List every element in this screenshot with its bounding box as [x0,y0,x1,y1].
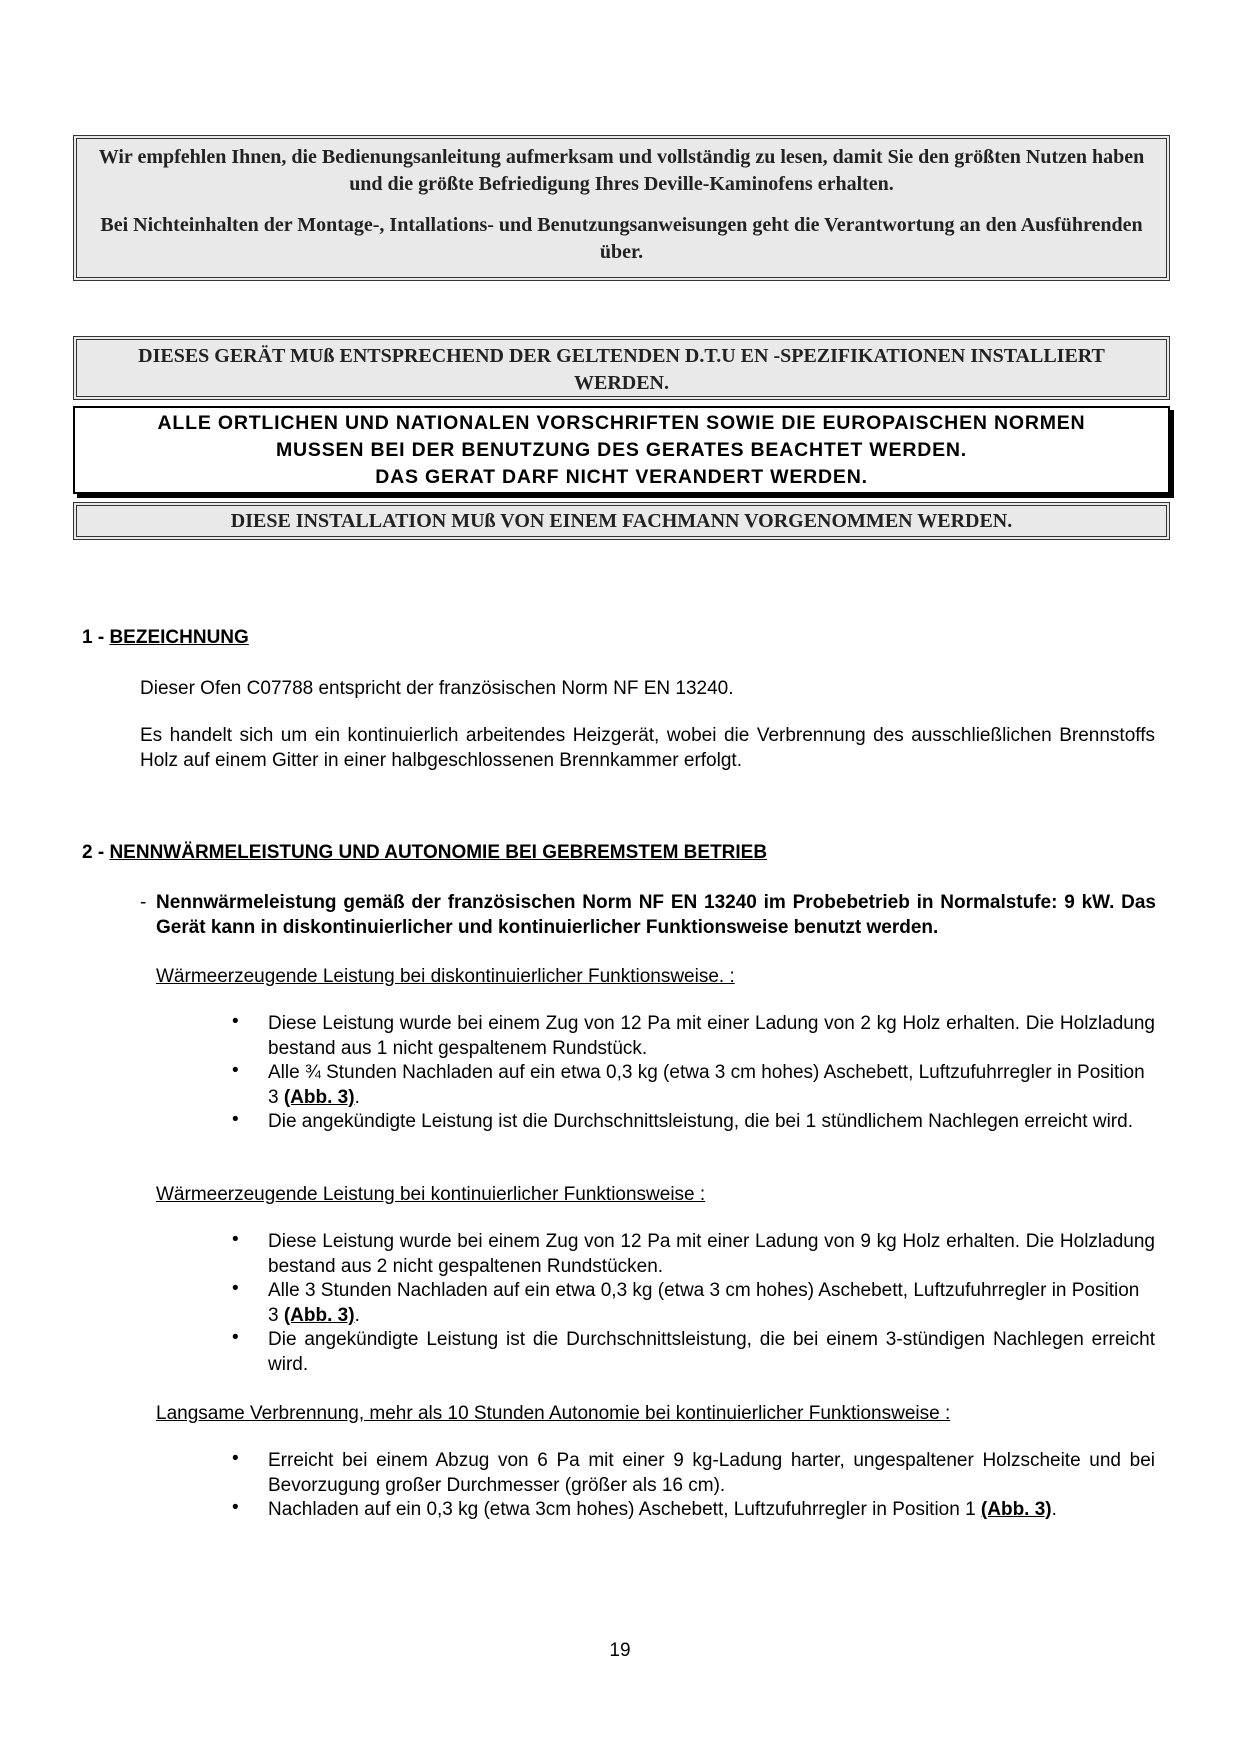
install-spec-warning-text: DIESES GERÄT MUß ENTSPRECHEND DER GELTENDEN D.T.U EN -SPEZIFIKATIONEN INSTALLIERT WERDEN. [138,345,1105,394]
bullet-icon: • [232,1060,239,1081]
subsection-continuous-title: Wärmeerzeugende Leistung bei kontinuierlicher Funktionsweise : [156,1184,706,1205]
sub1-bullet-3: Die angekündigte Leistung ist die Durchschnittsleistung, die bei 1 stündlichem Nachlegen erreicht wird. [268,1111,1133,1132]
abb3-reference-link[interactable]: (Abb. 3) [283,1087,355,1108]
section-1-heading [82,627,249,649]
subsection-discontinuous-title: Wärmeerzeugende Leistung bei diskontinuierlicher Funktionsweise. : [156,966,735,987]
section-2-lead-text: Nennwärmeleistung gemäß der französischen Norm NF EN 13240 im Probebetrieb in Normalstufe: 9 kW. Das Gerät kann in diskontinuierlicher und kontinuierlicher Funktionsweise benutzt werden. [156,892,1156,938]
sub2-bullet-2-text: Alle 3 Stunden Nachladen auf ein etwa 0,3 kg (etwa 3 cm hohes) Aschebett, Luftzufuhrregler in Position 3 [268,1280,1140,1326]
sub1-bullet-2-text: Alle ¾ Stunden Nachladen auf ein etwa 0,3 kg (etwa 3 cm hohes) Aschebett, Luftzufuhrregler in Position 3 [268,1062,1145,1108]
section-2-title: NENNWÄRMELEISTUNG UND AUTONOMIE BEI GEBREMSTEM BETRIEB [109,842,768,863]
section-2-lead-dash: - [140,892,147,913]
bullet-icon: • [232,1327,239,1348]
section-2-number: 2 - [82,842,110,863]
subsection-slow-combustion-title: Langsame Verbrennung, mehr als 10 Stunden Autonomie bei kontinuierlicher Funktionsweise : [156,1403,951,1424]
sub3-bullet-1: Erreicht bei einem Abzug von 6 Pa mit einer 9 kg-Ladung harter, ungespaltener Holzscheite und bei Bevorzugung großer Durchmesser (größer als 16 cm). [268,1450,1155,1496]
regulations-warning-box [73,406,1170,494]
section-1-paragraph-2: Es handelt sich um ein kontinuierlich arbeitendes Heizgerät, wobei die Verbrennung des ausschließlichen Brennstoffs Holz auf einem Gitter in einer halbgeschlossenen Brennkammer erfolgt. [140,725,1155,771]
sub2-bullet-1: Diese Leistung wurde bei einem Zug von 12 Pa mit einer Ladung von 9 kg Holz erhalten. Die Holzladung bestand aus 2 nicht gespaltenen Rundstücken. [268,1231,1155,1277]
intro-notice-p1: Wir empfehlen Ihnen, die Bedienungsanleitung aufmerksam und vollständig zu lesen, damit Sie den größten Nutzen haben und die größte Befriedigung Ihres Deville-Kaminofens erhalten. [98,146,1145,195]
intro-notice-box [73,135,1170,281]
page-number: 19 [609,1640,631,1661]
sub3-bullet-2-text: Nachladen auf ein 0,3 kg (etwa 3cm hohes) Aschebett, Luftzufuhrregler in Position 1 [268,1499,976,1520]
bullet-icon: • [232,1278,239,1299]
sub1-bullet-1: Diese Leistung wurde bei einem Zug von 12 Pa mit einer Ladung von 2 kg Holz erhalten. Die Holzladung bestand aus 1 nicht gespaltenem Rundstück. [268,1013,1155,1059]
sub1-bullet-2 [268,1060,1155,1110]
install-spec-warning-box [73,336,1170,400]
regulations-warning-line3: DAS GERAT DARF NICHT VERANDERT WERDEN. [375,466,868,488]
intro-notice-p2: Bei Nichteinhalten der Montage-, Intallations- und Benutzungsanweisungen geht die Verantwortung an den Ausführenden über. [100,214,1143,263]
regulations-warning-line2: MUSSEN BEI DER BENUTZUNG DES GERATES BEACHTET WERDEN. [276,439,967,461]
section-1-title: BEZEICHNUNG [109,627,249,648]
section-1-number: 1 - [82,627,110,648]
regulations-warning-line1: ALLE ORTLICHEN UND NATIONALEN VORSCHRIFTEN SOWIE DIE EUROPAISCHEN NORMEN [157,412,1086,434]
sub3-bullet-2 [268,1497,1155,1522]
section-1-paragraph-1: Dieser Ofen C07788 entspricht der französischen Norm NF EN 13240. [140,678,734,699]
section-2-heading [82,842,767,864]
sub2-bullet-3: Die angekündigte Leistung ist die Durchschnittsleistung, die bei einem 3-stündigen Nachlegen erreicht wird. [268,1329,1155,1375]
bullet-icon: • [232,1011,239,1032]
installer-warning-text: DIESE INSTALLATION MUß VON EINEM FACHMANN VORGENOMMEN WERDEN. [230,510,1013,532]
abb3-reference-link[interactable]: (Abb. 3) [283,1305,355,1326]
bullet-icon: • [232,1448,239,1469]
sub2-bullet-2 [268,1278,1155,1328]
installer-warning-box [73,502,1170,540]
period: . [1051,1499,1057,1520]
period: . [354,1087,360,1108]
period: . [354,1305,360,1326]
bullet-icon: • [232,1497,239,1518]
bullet-icon: • [232,1109,239,1130]
abb3-reference-link[interactable]: (Abb. 3) [980,1499,1052,1520]
bullet-icon: • [232,1229,239,1250]
